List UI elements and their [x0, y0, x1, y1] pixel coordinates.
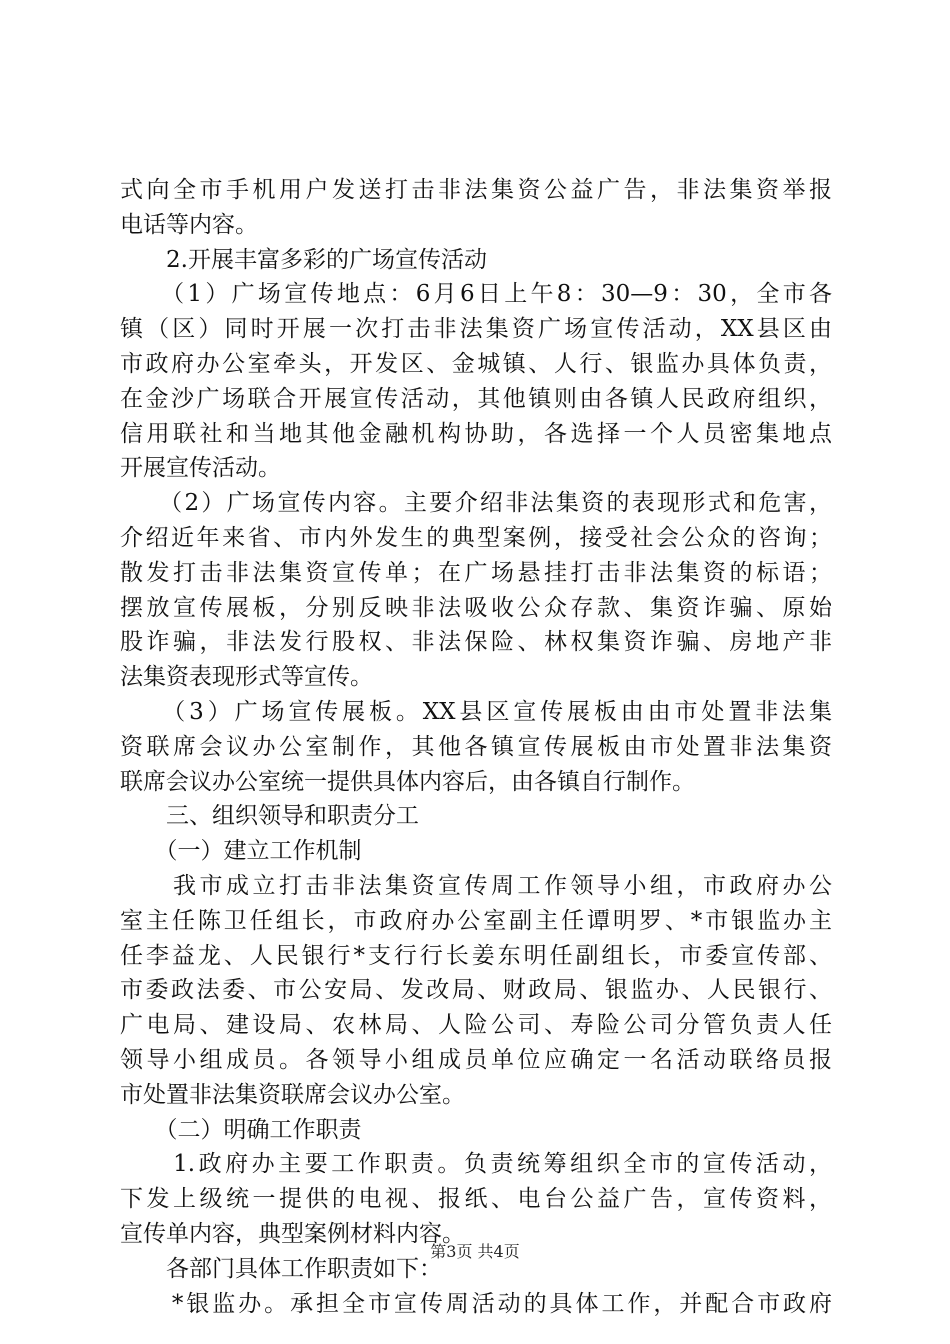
text-line: 各部门具体工作职责如下：: [120, 1255, 442, 1282]
text-line: （2）广场宣传内容。主要介绍非法集资的表现形式和危害，: [120, 490, 832, 517]
text-line: 式向全市手机用户发送打击非法集资公益广告，非法集资举报: [120, 177, 832, 203]
text-line: 市委政法委、市公安局、发改局、财政局、银监办、人民银行、: [120, 977, 832, 1004]
page-footer: 第3页 共4页: [430, 1242, 520, 1261]
text-line: *银监办。承担全市宣传周活动的具体工作，并配合市政府: [120, 1290, 832, 1317]
text-line: 我市成立打击非法集资宣传周工作领导小组，市政府办公: [120, 872, 832, 899]
text-line: 法集资表现形式等宣传。: [120, 664, 373, 691]
text-line: 任李益龙、人民银行*支行行长姜东明任副组长，市委宣传部、: [120, 942, 832, 969]
text-line: 广电局、建设局、农林局、人险公司、寿险公司分管负责人任: [120, 1012, 832, 1039]
text-line: 室主任陈卫任组长，市政府办公室副主任谭明罗、*市银监办主: [120, 907, 832, 934]
section-heading: 三、组织领导和职责分工: [120, 803, 419, 830]
text-line: 电话等内容。: [120, 211, 258, 238]
text-line: 开展宣传活动。: [120, 455, 281, 482]
text-line: 联席会议办公室统一提供具体内容后，由各镇自行制作。: [120, 768, 695, 795]
text-line: （1）广场宣传地点：6月6日上午8：30—9：30，全市各: [120, 281, 832, 308]
subsection-heading: （二）明确工作职责: [120, 1116, 362, 1143]
text-line: （3）广场宣传展板。XX县区宣传展板由由市处置非法集: [120, 698, 832, 725]
text-line: 领导小组成员。各领导小组成员单位应确定一名活动联络员报: [120, 1046, 832, 1073]
text-line: 镇（区）同时开展一次打击非法集资广场宣传活动，XX县区由: [120, 316, 832, 343]
text-line: 散发打击非法集资宣传单；在广场悬挂打击非法集资的标语；: [120, 559, 832, 586]
text-line: 宣传单内容，典型案例材料内容。: [120, 1220, 465, 1247]
text-line: 1.政府办主要工作职责。负责统筹组织全市的宣传活动，: [120, 1151, 832, 1178]
text-line: 在金沙广场联合开展宣传活动，其他镇则由各镇人民政府组织，: [120, 385, 832, 412]
text-line: 介绍近年来省、市内外发生的典型案例，接受社会公众的咨询；: [120, 524, 832, 551]
text-line: 市处置非法集资联席会议办公室。: [120, 1081, 465, 1108]
text-line: 信用联社和当地其他金融机构协助，各选择一个人员密集地点: [120, 420, 832, 447]
text-line: 股诈骗，非法发行股权、非法保险、林权集资诈骗、房地产非: [120, 629, 832, 656]
subsection-heading: （一）建立工作机制: [120, 838, 362, 865]
text-line: 下发上级统一提供的电视、报纸、电台公益广告，宣传资料，: [120, 1186, 832, 1213]
text-line: 市政府办公室牵头，开发区、金城镇、人行、银监办具体负责，: [120, 350, 832, 377]
text-line: 资联席会议办公室制作，其他各镇宣传展板由市处置非法集资: [120, 733, 832, 760]
text-line: 摆放宣传展板，分别反映非法吸收公众存款、集资诈骗、原始: [120, 594, 832, 621]
section-heading: 2.开展丰富多彩的广场宣传活动: [120, 246, 487, 273]
body-text: [120, 173, 832, 1321]
